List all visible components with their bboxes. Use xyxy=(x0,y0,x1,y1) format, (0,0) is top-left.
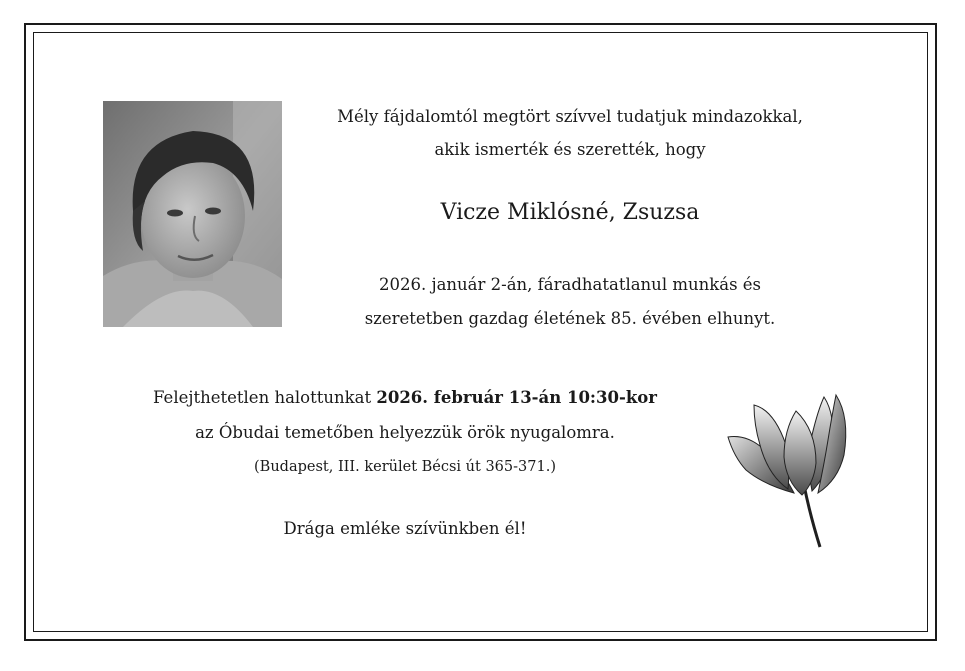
funeral-line xyxy=(140,380,670,415)
intro-line-1: Mély fájdalomtól megtört szívvel tudatjuk mindazokkal, xyxy=(337,107,803,126)
intro-text xyxy=(330,100,810,166)
portrait-photo xyxy=(103,101,282,327)
intro-line-2: akik ismerték és szerették, hogy xyxy=(434,140,706,159)
death-line-2: szeretetben gazdag életének 85. évében elhunyt. xyxy=(364,309,776,328)
funeral-prefix: Felejthetetlen halottunkat xyxy=(153,388,377,407)
lotus-flower-icon xyxy=(724,385,856,550)
funeral-place: az Óbudai temetőben helyezzük örök nyugalomra. xyxy=(195,423,615,442)
death-line-1: 2026. január 2-án, fáradhatatlanul munkás és xyxy=(378,275,762,294)
closing-line: Drága emléke szívünkben él! xyxy=(283,519,527,538)
funeral-text xyxy=(140,380,670,485)
cemetery-address: (Budapest, III. kerület Bécsi út 365-371.) xyxy=(254,459,556,475)
death-text xyxy=(330,268,810,336)
deceased-name: Vicze Miklósné, Zsuzsa xyxy=(440,200,700,225)
funeral-datetime: 2026. február 13-án 10:30-kor xyxy=(376,388,657,407)
